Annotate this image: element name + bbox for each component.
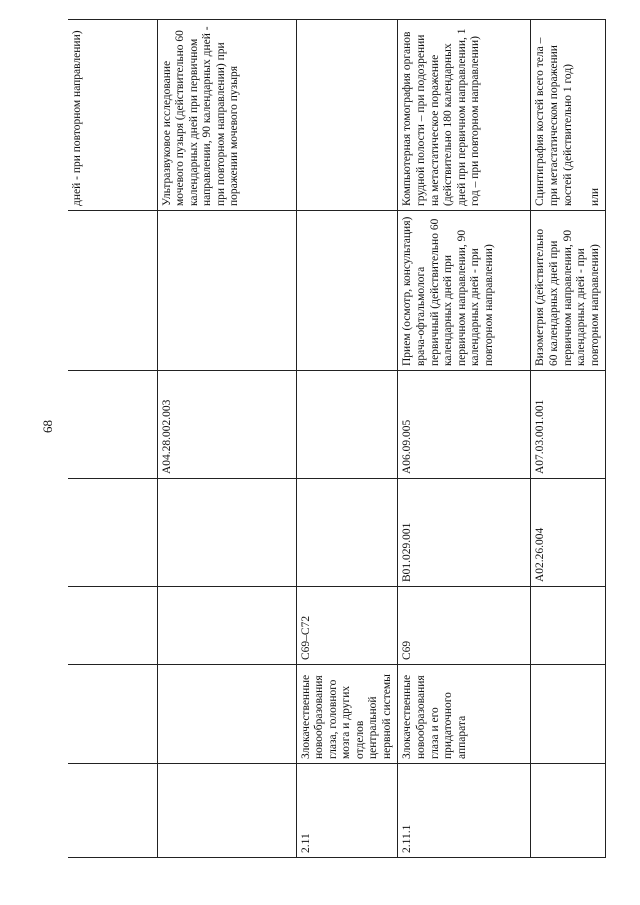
cell-number xyxy=(68,764,157,858)
table-container xyxy=(68,20,601,858)
cell-diagnosis: Злокачественные новообразования глаза и его придаточного аппарата xyxy=(398,665,531,764)
cell-exam-code xyxy=(296,371,398,479)
cell-number xyxy=(157,764,296,858)
cell-service-name xyxy=(68,211,157,371)
table-row xyxy=(531,20,606,858)
cell-number: 2.11.1 xyxy=(398,764,531,858)
cell-exam-name xyxy=(296,20,398,211)
cell-icd-code xyxy=(531,587,606,665)
cell-number: 2.11 xyxy=(296,764,398,858)
cell-exam-name: дней - при повторном направлении) xyxy=(68,20,157,211)
cell-icd-code: C69–C72 xyxy=(296,587,398,665)
cell-exam-name: Компьютерная томография органов грудной полости – при подозрении на метастатическое поражение (действительно 180 календарных дней при первичном направлении, 1 год – при повторном направлении) xyxy=(398,20,531,211)
page-number: 68 xyxy=(40,420,55,433)
medical-services-table xyxy=(68,19,606,858)
cell-diagnosis xyxy=(531,665,606,764)
cell-exam-code: A04.28.002.003 xyxy=(157,371,296,479)
cell-service-code xyxy=(296,479,398,587)
cell-exam-name: Сцинтиграфия костей всего тела – при метастатическом поражении костей (действительно 1 год) или xyxy=(531,20,606,211)
cell-icd-code xyxy=(68,587,157,665)
table-row xyxy=(296,20,398,858)
cell-diagnosis xyxy=(68,665,157,764)
cell-exam-code xyxy=(68,371,157,479)
cell-number xyxy=(531,764,606,858)
cell-icd-code xyxy=(157,587,296,665)
cell-service-name: Визометрия (действительно 60 календарных дней при первичном направлении, 90 календарных дней - при повторном направлении) xyxy=(531,211,606,371)
cell-diagnosis: Злокачественные новообразования глаза, головного мозга и других отделов центральной нервной системы xyxy=(296,665,398,764)
cell-diagnosis xyxy=(157,665,296,764)
table-row xyxy=(157,20,296,858)
table-row xyxy=(398,20,531,858)
cell-icd-code: C69 xyxy=(398,587,531,665)
cell-service-name: Прием (осмотр, консультация) врача-офтальмолога первичный (действительно 60 календарных дней при первичном направлении, 90 календарных дней - при повторном направлении) xyxy=(398,211,531,371)
cell-exam-name: Ультразвуковое исследование мочевого пузыря (действительно 60 календарных дней при первичном направлении, 90 календарных дней - при повторном направлении) при поражении мочевого пузыря xyxy=(157,20,296,211)
cell-service-code: A02.26.004 xyxy=(531,479,606,587)
cell-service-name xyxy=(157,211,296,371)
cell-service-code: B01.029.001 xyxy=(398,479,531,587)
cell-service-code xyxy=(68,479,157,587)
table-row xyxy=(68,20,157,858)
cell-service-code xyxy=(157,479,296,587)
cell-service-name xyxy=(296,211,398,371)
cell-exam-code: A07.03.001.001 xyxy=(531,371,606,479)
cell-exam-code: A06.09.005 xyxy=(398,371,531,479)
